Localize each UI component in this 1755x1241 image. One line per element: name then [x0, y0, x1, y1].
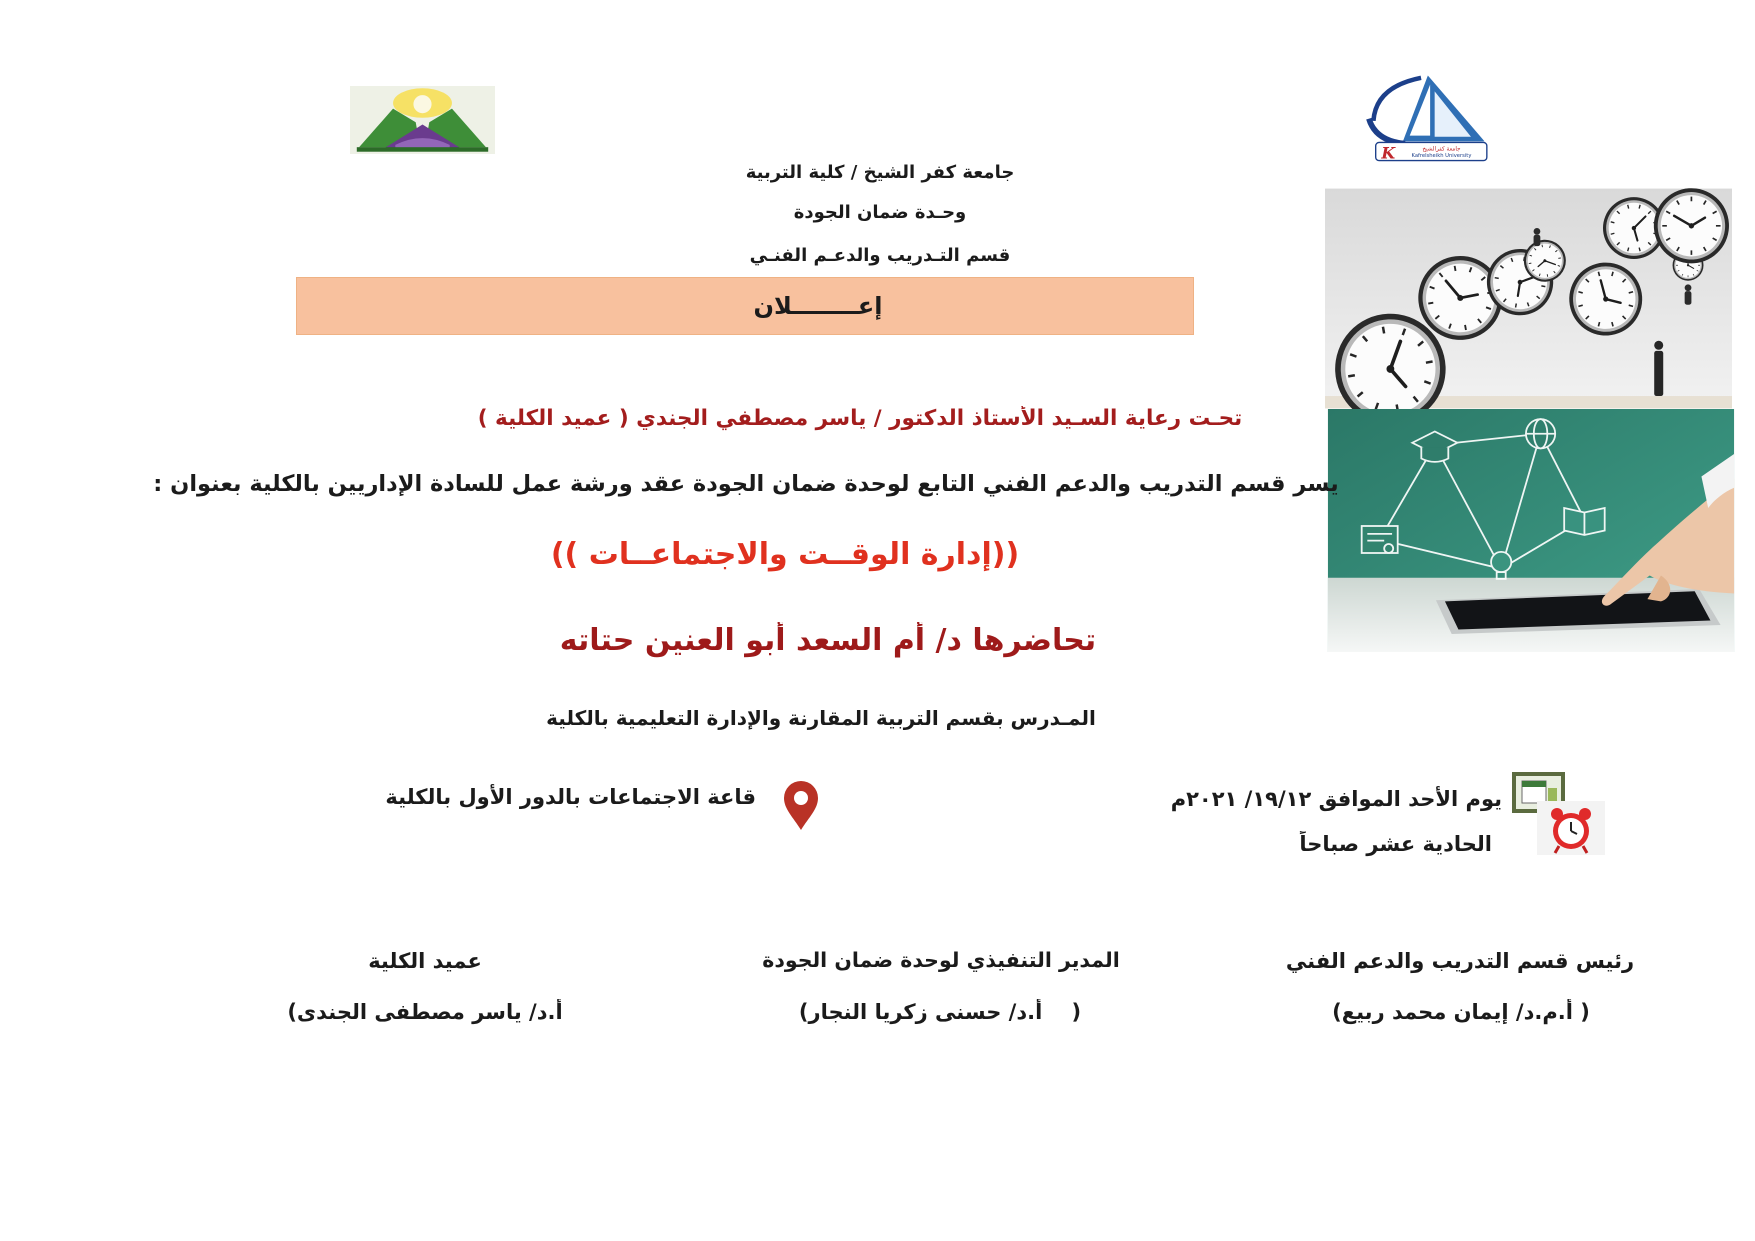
- logo-name-english: Kafrelsheikh University: [1411, 153, 1472, 160]
- intro-line: يسر قسم التدريب والدعم الفني التابع لوحدة ضمان الجودة عقد ورشة عمل للسادة الإداريين بالكلية بعنوان :: [153, 471, 1339, 497]
- logo-name-arabic: جامعة كفرالشيخ: [1422, 146, 1461, 153]
- announcement-banner: [296, 277, 1194, 335]
- date-text: يوم الأحد الموافق ١٩/١٢/ ٢٠٢١م: [1170, 787, 1502, 811]
- e-learning-illustration: [1327, 409, 1735, 652]
- calendar-header: [1522, 781, 1546, 787]
- hanging-figure: [1685, 284, 1692, 304]
- logo-base: [357, 147, 488, 152]
- signatory-name-quality-director: ( أ.د/ حسنى زكريا النجار): [798, 1000, 1082, 1024]
- signatory-name-training-head: ( أ.م.د/ إيمان محمد ربيع): [1332, 1000, 1590, 1024]
- logo-mark: K: [1381, 143, 1396, 163]
- map-pin-hole: [794, 791, 808, 805]
- location-text: قاعة الاجتماعات بالدور الأول بالكلية: [385, 785, 756, 809]
- clocks-illustration: [1325, 188, 1732, 409]
- signatory-title-dean: عميد الكلية: [368, 949, 482, 973]
- certificate-icon: [1362, 526, 1398, 553]
- university-line: جامعة كفر الشيخ / كلية التربية: [745, 162, 1015, 183]
- faculty-of-education-logo: [350, 86, 495, 154]
- presenter-line: تحاضرها د/ أم السعد أبو العنين حتاته: [559, 623, 1097, 658]
- patronage-line: تحـت رعاية السـيد الأستاذ الدكتور / ياسر مصطفي الجندي ( عميد الكلية ): [477, 406, 1243, 431]
- signatory-title-quality-director: المدير التنفيذي لوحدة ضمان الجودة: [762, 948, 1120, 972]
- signatory-name-dean: أ.د/ ياسر مصطفى الجندى): [287, 1000, 563, 1024]
- department-line: قسم التـدريب والدعـم الفنـي: [749, 245, 1011, 266]
- logo-sun: [413, 95, 431, 113]
- signatory-title-training-head: رئيس قسم التدريب والدعم الفني: [1285, 949, 1635, 973]
- map-pin-icon: [781, 779, 821, 831]
- workshop-title: ((إدارة الوقــت والاجتماعــات )): [550, 537, 1020, 572]
- map-pin-body: [784, 781, 818, 830]
- announcement-title: إعــــــــلان: [753, 292, 883, 320]
- globe-icon: [1526, 419, 1555, 448]
- kafrelsheikh-university-logo: [1362, 71, 1496, 164]
- quality-unit-line: وحـدة ضمان الجودة: [793, 202, 967, 223]
- alarm-clock-icon: [1537, 801, 1605, 855]
- climbing-figure: [1534, 228, 1541, 246]
- logo-wave: [1369, 119, 1405, 144]
- presenter-role: المـدرس بقسم التربية المقارنة والإدارة التعليمية بالكلية: [546, 706, 1096, 730]
- book-icon: [1564, 508, 1605, 535]
- time-text: الحادية عشر صباحاً: [1299, 832, 1492, 856]
